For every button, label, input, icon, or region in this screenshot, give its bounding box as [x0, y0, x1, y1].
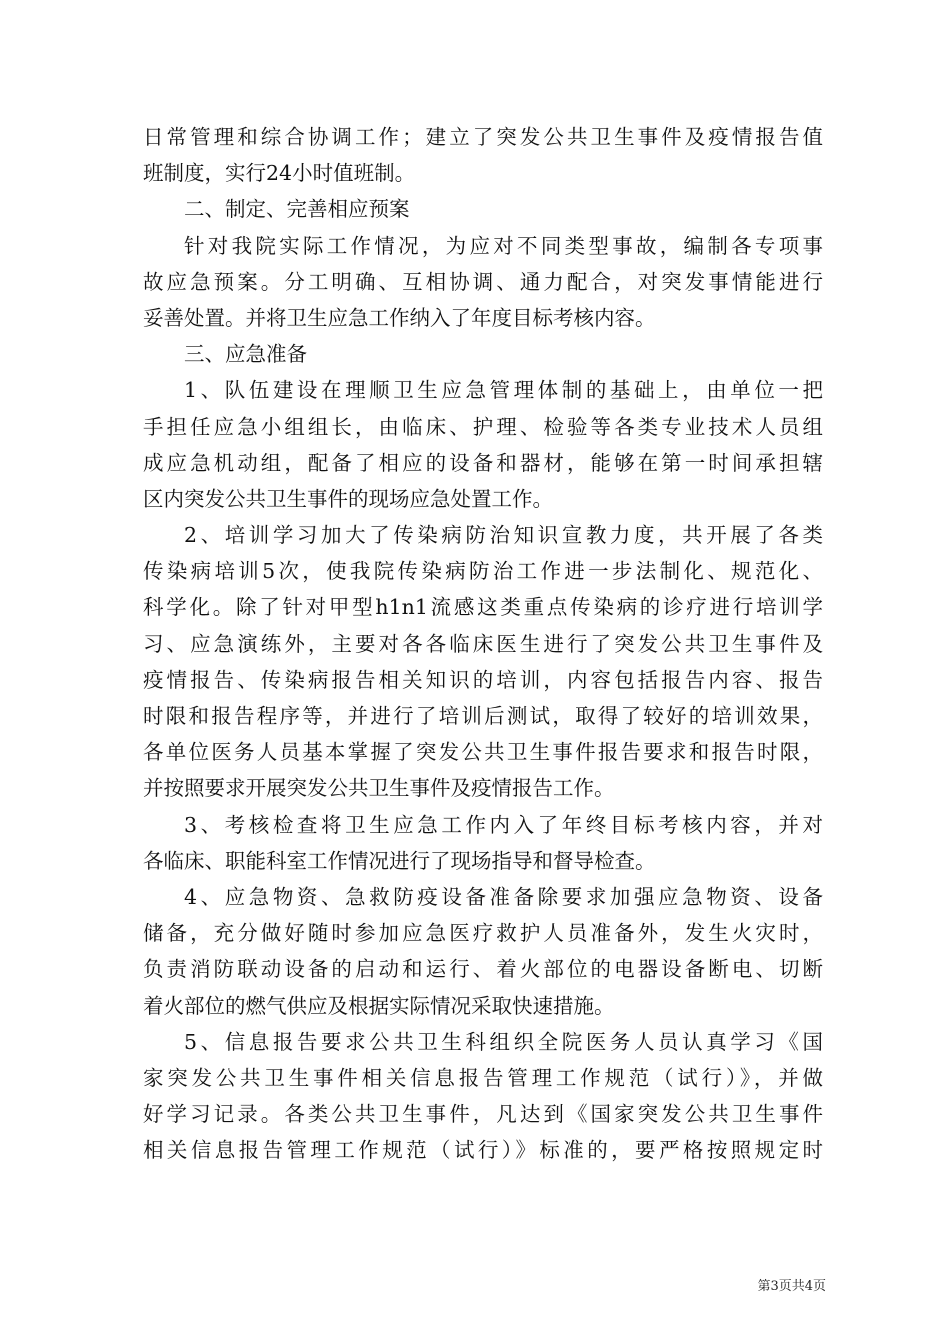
body-text	[143, 119, 823, 1168]
text-line: 区内突发公共卫生事件的现场应急处置工作。	[143, 486, 553, 511]
text-line: 时限和报告程序等，并进行了培训后测试，取得了较好的培训效果，	[143, 704, 823, 728]
text-line: 班制度，实行24小时值班制。	[143, 161, 416, 186]
text-line: 成应急机动组，配备了相应的设备和器材，能够在第一时间承担辖	[143, 450, 823, 475]
text-line: 储备，充分做好随时参加应急医疗救护人员准备外，发生火灾时，	[143, 921, 823, 946]
page-number-footer: 第3页共4页	[757, 1279, 826, 1294]
text-line: 故应急预案。分工明确、互相协调、通力配合，对突发事情能进行	[143, 269, 823, 294]
text-line: 针对我院实际工作情况，为应对不同类型事故，编制各专项事	[184, 233, 823, 258]
text-line: 妥善处置。并将卫生应急工作纳入了年度目标考核内容。	[143, 305, 656, 330]
text-line: 科学化。除了针对甲型h1n1流感这类重点传染病的诊疗进行培训学	[143, 595, 823, 620]
text-line: 3、考核检查将卫生应急工作内入了年终目标考核内容，并对	[184, 812, 823, 837]
text-line: 负责消防联动设备的启动和运行、着火部位的电器设备断电、切断	[143, 957, 823, 982]
text-line: 疫情报告、传染病报告相关知识的培训，内容包括报告内容、报告	[143, 667, 823, 692]
text-line: 手担任应急小组组长，由临床、护理、检验等各类专业技术人员组	[143, 414, 823, 439]
text-line: 着火部位的燃气供应及根据实际情况采取快速措施。	[143, 993, 615, 1018]
text-line: 日常管理和综合协调工作；建立了突发公共卫生事件及疫情报告值	[143, 125, 823, 149]
text-line: 家突发公共卫生事件相关信息报告管理工作规范（试行）》，并做	[143, 1065, 823, 1090]
text-line: 2、培训学习加大了传染病防治知识宣教力度，共开展了各类	[184, 523, 823, 548]
text-line: 5、信息报告要求公共卫生科组织全院医务人员认真学习《国	[184, 1029, 823, 1054]
text-line: 1、队伍建设在理顺卫生应急管理体制的基础上，由单位一把	[184, 378, 823, 403]
text-line: 相关信息报告管理工作规范（试行）》标准的，要严格按照规定时	[143, 1138, 823, 1163]
text-line: 习、应急演练外，主要对各各临床医生进行了突发公共卫生事件及	[143, 631, 823, 656]
text-line: 二、制定、完善相应预案	[184, 197, 410, 222]
text-line: 好学习记录。各类公共卫生事件，凡达到《国家突发公共卫生事件	[143, 1102, 823, 1127]
text-line: 传染病培训5次，使我院传染病防治工作进一步法制化、规范化、	[143, 559, 823, 584]
text-line: 各单位医务人员基本掌握了突发公共卫生事件报告要求和报告时限，	[143, 740, 823, 765]
text-line: 三、应急准备	[184, 342, 307, 367]
text-line: 并按照要求开展突发公共卫生事件及疫情报告工作。	[143, 776, 615, 801]
text-line: 各临床、职能科室工作情况进行了现场指导和督导检查。	[143, 848, 656, 873]
text-line: 4、应急物资、急救防疫设备准备除要求加强应急物资、设备	[184, 884, 823, 909]
